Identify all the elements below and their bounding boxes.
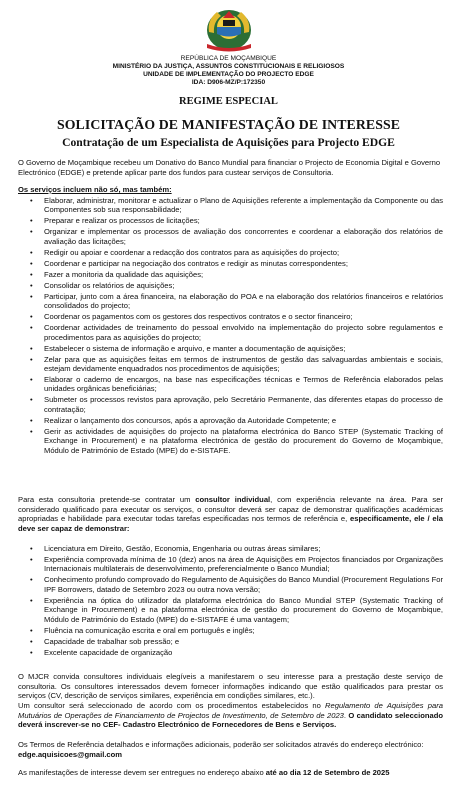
list-item: • Excelente capacidade de organização (18, 648, 443, 657)
list-item: • Coordenar os pagamentos com os gestores dos respectivos contratos e o sector financeiro; (18, 312, 443, 321)
paragraph-text: Os Termos de Referência detalhados e informações adicionais, poderão ser solicitados através do endereço electrónico: (18, 740, 424, 749)
bold-text: consultor individual (195, 495, 271, 504)
contact-paragraph (18, 740, 443, 759)
list-item: • Elaborar o caderno de encargos, na base nas especificações técnicas e Termos de Referência elaborados pelas unidades orgânicas beneficiárias; (18, 375, 443, 394)
services-list (18, 196, 443, 457)
list-item: • Experiência na óptica do utilizador da plataforma electrónica do Banco Mundial STEP (Systematic Tracking of Exchange in Procurement) e na plataforma electrónica de gestão do procurement do Governo de Moçambique, Módulo de Património do Estado (MPE) do e-SISTAFE é uma vantagem; (18, 596, 443, 624)
list-item: • Fazer a monitoria da qualidade das aquisições; (18, 270, 443, 279)
list-item: • Redigir ou apoiar e coordenar a redacção dos contratos para as aquisições do projecto; (18, 248, 443, 257)
list-item: • Preparar e realizar os processos de licitações; (18, 216, 443, 225)
regime-heading: REGIME ESPECIAL (179, 96, 278, 107)
list-item: • Organizar e implementar os processos de avaliação dos concorrentes e coordenar a elaboração dos relatórios de avaliação das licitações; (18, 227, 443, 246)
italic-text: Regulamento de Aquisições para Mutuários de Operações de Financiamento de Projectos de Investimento, de Setembro de 2023 (18, 701, 443, 720)
paragraph-text: Um consultor será seleccionado de acordo com os procedimentos estabelecidos no (18, 701, 326, 710)
selection-paragraph (18, 701, 443, 730)
paragraph-text: , com experiência relevante na área. Para ser considerado qualificado para executar os serviços, o consultor deverá ser capaz de demonstrar qualificações académicas apropriadas e habilidade para executar todas tarefas especificadas nos termos de referência e, (18, 495, 443, 524)
list-item: • Elaborar, administrar, monitorar e actualizar o Plano de Aquisições referente a implementação da Componente ou das Componentes sob sua responsabilidade; (18, 196, 443, 215)
header-republic: REPÚBLICA DE MOÇAMBIQUE (180, 55, 277, 62)
document-title: SOLICITAÇÃO DE MANIFESTAÇÃO DE INTERESSE (56, 117, 401, 132)
mozambique-emblem-icon (201, 6, 257, 52)
list-item: • Licenciatura em Direito, Gestão, Economia, Engenharia ou outras áreas similares; (18, 544, 443, 553)
email-link[interactable]: edge.aquisicoes@gmail.com (18, 749, 123, 759)
list-item: • Participar, junto com a área financeira, na elaboração do POA e na elaboração dos relatórios financeiros e relatórios consolidados do projecto; (18, 292, 443, 311)
list-item: • Estabelecer o sistema de informação e arquivo, e manter a documentação de aquisições; (18, 344, 443, 353)
requirements-list (18, 544, 443, 659)
list-item: • Submeter os processos revistos para aprovação, pelo Secretário Permanente, das diferentes etapas do processo de contratação; (18, 395, 443, 414)
consultant-paragraph (18, 495, 443, 533)
list-item: • Gerir as actividades de aquisições do projecto na plataforma electrónica do Banco STEP (Systematic Tracking of Exchange in Procurement) e na plataforma electrónica de gestão do procurement do Governo de Moçambique, Módulo de Património de Estado (MPE) do e-SISTAFE. (18, 427, 443, 455)
header-ministry: MINISTÉRIO DA JUSTIÇA, ASSUNTOS CONSTITUCIONAIS E RELIGIOSOS (112, 63, 345, 70)
header-unit: UNIDADE DE IMPLEMENTAÇÃO DO PROJECTO EDGE (143, 71, 314, 78)
list-item: • Capacidade de trabalhar sob pressão; e (18, 637, 443, 646)
bold-text: especificamente, ele / ela deve ser capaz de demonstrar: (18, 514, 443, 533)
header-ida: IDA: D906-MZ/P:172350 (191, 79, 266, 86)
intro-paragraph: O Governo de Moçambique recebeu um Donativo do Banco Mundial para financiar o Projecto de Economia Digital e Governo Electrónico (EDGE) e pretende aplicar parte dos fundos para custear serviços de Consultoria. (18, 158, 441, 177)
list-item: • Consolidar os relatórios de aquisições; (18, 281, 443, 290)
list-item: • Experiência comprovada mínima de 10 (dez) anos na área de Aquisições em Projectos financiados por Organizações Internacionais multilaterais de desenvolvimento, preferencialmente o Banco Mundial; (18, 555, 443, 574)
document-subtitle: Contratação de um Especialista de Aquisições para Projecto EDGE (62, 136, 395, 149)
paragraph-text: As manifestações de interesse devem ser entregues no endereço abaixo (18, 768, 266, 777)
paragraph-text: . (343, 710, 349, 720)
services-heading: Os serviços incluem não só, mas também: (18, 185, 172, 194)
list-item: • Realizar o lançamento dos concursos, após a aprovação da Autoridade Competente; e (18, 416, 443, 425)
list-item: • Coordenar actividades de treinamento do pessoal envolvido na implementação do projecto sobre regulamentos e procedimentos para as aquisições do projecto; (18, 323, 443, 342)
list-item: • Coordenar e participar na negociação dos contratos e redigir as minutas correspondentes; (18, 259, 443, 268)
list-item: • Fluência na comunicação escrita e oral em português e inglês; (18, 626, 443, 635)
list-item: • Conhecimento profundo comprovado do Regulamento de Aquisições do Banco Mundial (Procurement Regulations For IPF Borrowers, datado de Setembro 2023 ou outra nova versão; (18, 575, 443, 594)
deadline-paragraph (18, 768, 443, 778)
bold-text: O candidato seleccionado deverá inscrever-se no CEF- Cadastro Electrónico de Fornecedores de Bens e Serviços. (18, 710, 443, 730)
deadline-date: até ao dia 12 de Setembro de 2025 (265, 768, 390, 777)
invitation-paragraph: O MJCR convida consultores individuais elegíveis a manifestarem o seu interesse para a prestação deste serviço de consultoria. Os consultores interessados devem fornecer informações indicando que estão qualificados para prestar os serviços (CV, descrição de serviços similares, experiência em condições similares, etc.). (18, 672, 443, 701)
list-item: • Zelar para que as aquisições feitas em termos de instrumentos de gestão das salvaguardas ambientais e sociais, estejam devidamente enquadrados nos procedimentos de aquisições; (18, 355, 443, 374)
paragraph-text: Para esta consultoria pretende-se contratar um (18, 495, 196, 504)
